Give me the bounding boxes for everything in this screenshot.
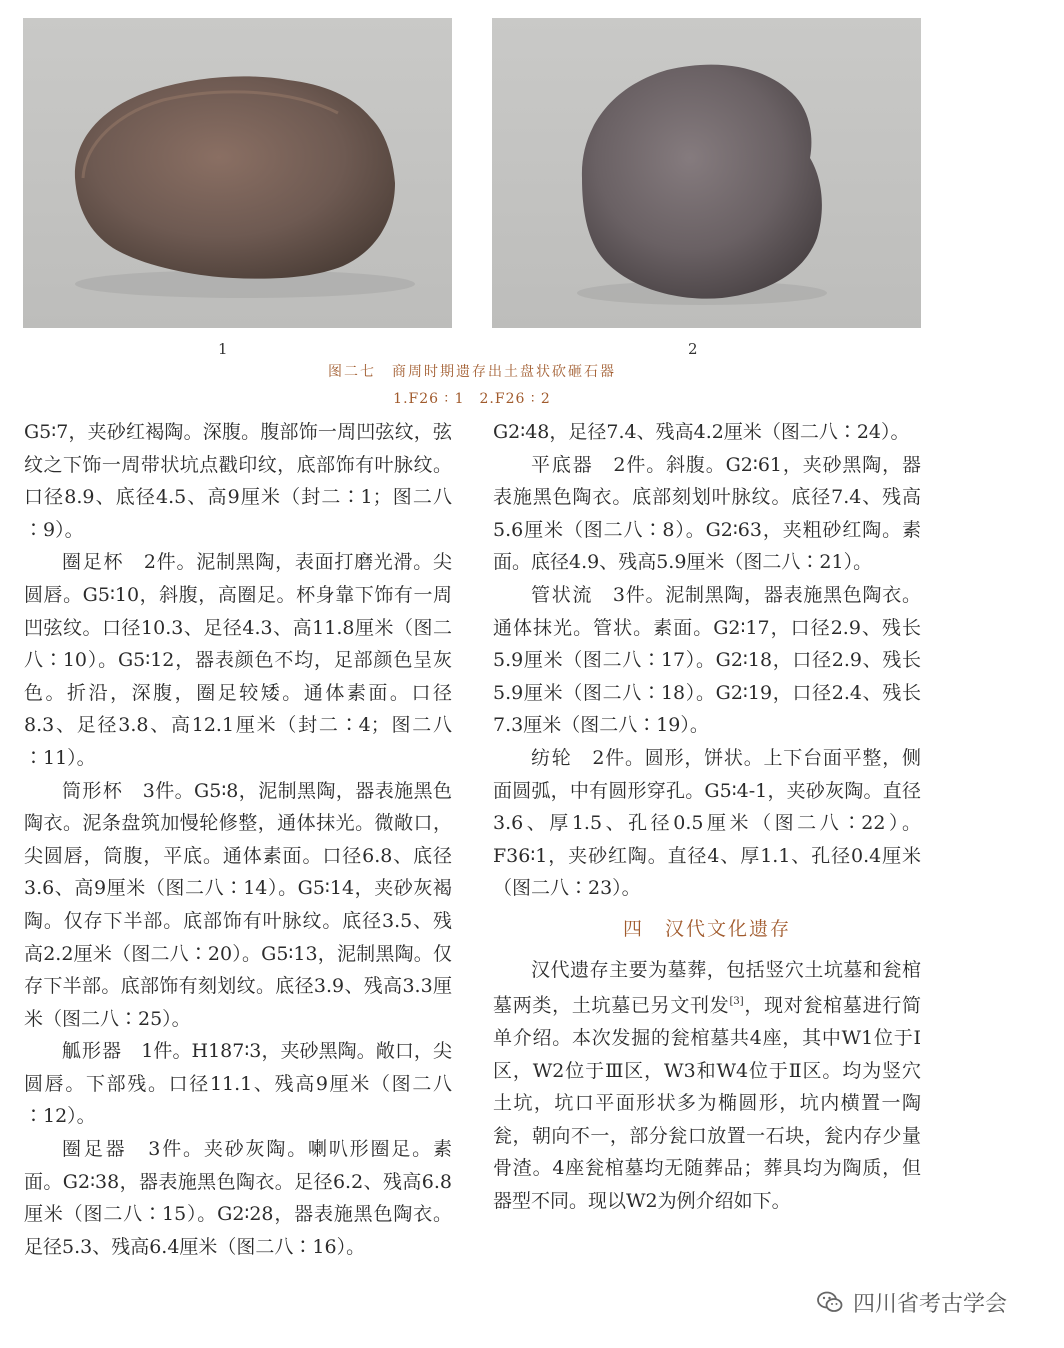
item-text: 2件。斜腹。G2∶61，夹砂黑陶，器表施黑色陶衣。底部刻划叶脉纹。底径7.4、残高5.6厘米（图二八∶8）。G2∶63，夹粗砂红陶。素面。底径4.9、残高5.9厘米（图二八∶21）。	[493, 453, 921, 574]
watermark	[815, 1286, 1007, 1318]
paragraph	[493, 449, 921, 579]
wechat-icon	[815, 1287, 845, 1317]
item-term: 平底器	[531, 453, 594, 476]
item-term: 纺轮	[531, 746, 573, 769]
paragraph: G5∶7，夹砂红褐陶。深腹。腹部饰一周凹弦纹，弦纹之下饰一周带状坑点戳印纹，底部饰有叶脉纹。口径8.9、底径4.5、高9厘米（封二∶1；图二八∶9）。	[24, 421, 452, 541]
paragraph: G2∶48，足径7.4、残高4.2厘米（图二八∶24）。	[493, 421, 910, 443]
item-term: 圈足杯	[62, 551, 125, 574]
item-text: 3件。夹砂灰陶。喇叭形圈足。素面。G2∶38，器表施黑色陶衣。足径6.2、残高6.8厘米（图二八∶15）。G2∶28，器表施黑色陶衣。足径5.3、残高6.4厘米（图二八∶16）。	[24, 1138, 452, 1258]
item-text: 1件。H187∶3，夹砂黑陶。敞口，尖圆唇。下部残。口径11.1、残高9厘米（图二八∶12）。	[24, 1040, 452, 1128]
item-text: 2件。圆形，饼状。上下台面平整，侧面圆弧，中有圆形穿孔。G5∶4-1，夹砂灰陶。直径3.6、厚1.5、孔径0.5厘米（图二八∶22）。F36∶1，夹砂红陶。直径4、厚1.1、孔径0.4厘米（图二八∶23）。	[493, 746, 921, 900]
paragraph	[24, 775, 452, 1036]
paragraph	[24, 1035, 452, 1133]
item-text: 3件。G5∶8，泥制黑陶，器表施黑色陶衣。泥条盘筑加慢轮修整，通体抹光。微敞口，尖圆唇，筒腹，平底。通体素面。口径6.8、底径3.6、高9厘米（图二八∶14）。G5∶14，夹砂灰褐陶。仅存下半部。底部饰有叶脉纹。底径3.5、残高2.2厘米（图二八∶20）。G5∶13，泥制黑陶。仅存下半部。底部饰有刻划纹。底径3.9、残高3.3厘米（图二八∶25）。	[24, 779, 452, 1030]
reference-mark: [3]	[729, 996, 744, 1008]
paragraph	[493, 954, 921, 1218]
section-heading: 四 汉代文化遗存	[622, 917, 791, 940]
figure-caption-subtitle: 1.F26 ∶ 1 2.F26 ∶ 2	[393, 391, 551, 407]
item-term: 觚形器	[62, 1040, 123, 1063]
section-text-2: ，现对瓮棺墓进行简单介绍。本次发掘的瓮棺墓共4座，其中W1位于Ⅰ区，W2位于Ⅲ区，W3和W4位于Ⅱ区。均为竖穴土坑，坑口平面形状多为椭圆形，坑内横置一陶瓮，朝向不一，部分瓮口放置一石块，瓮内存少量骨渣。4座瓮棺墓均无随葬品；葬具均为陶质，但器型不同。现以W2为例介绍如下。	[493, 994, 921, 1212]
paragraph	[493, 579, 921, 742]
item-text: 2件。泥制黑陶，表面打磨光滑。尖圆唇。G5∶10，斜腹，高圈足。杯身靠下饰有一周凹弦纹。口径10.3、足径4.3、高11.8厘米（图二八∶10）。G5∶12，器表颜色不均，足部颜色呈灰色。折沿，深腹，圈足较矮。通体素面。口径8.3、足径3.8、高12.1厘米（封二∶4；图二八∶11）。	[24, 551, 452, 769]
paragraph	[24, 546, 452, 774]
item-term: 筒形杯	[62, 779, 124, 802]
item-term: 管状流	[531, 583, 594, 606]
right-column	[493, 416, 921, 1218]
figure-caption-title: 图二七 商周时期遗存出土盘状砍砸石器	[328, 364, 616, 380]
figure-photo-1	[23, 18, 452, 328]
item-term: 圈足器	[62, 1138, 128, 1161]
paragraph	[493, 742, 921, 905]
plate-label-2: 2	[688, 340, 698, 358]
watermark-text: 四川省考古学会	[853, 1291, 1008, 1317]
paragraph	[24, 1133, 452, 1263]
left-column	[24, 416, 452, 1263]
item-text: 3件。泥制黑陶，器表施黑色陶衣。通体抹光。管状。素面。G2∶17，口径2.9、残长5.9厘米（图二八∶17）。G2∶18，口径2.9、残长5.9厘米（图二八∶18）。G2∶19，口径2.4、残长7.3厘米（图二八∶19）。	[493, 583, 921, 737]
plate-label-1: 1	[218, 340, 228, 358]
figure-photo-2	[492, 18, 921, 328]
section-text-1: 汉代遗存主要为墓葬，包括竖穴土坑墓和瓮棺墓两类，土坑墓已另文刊发	[493, 958, 921, 1017]
